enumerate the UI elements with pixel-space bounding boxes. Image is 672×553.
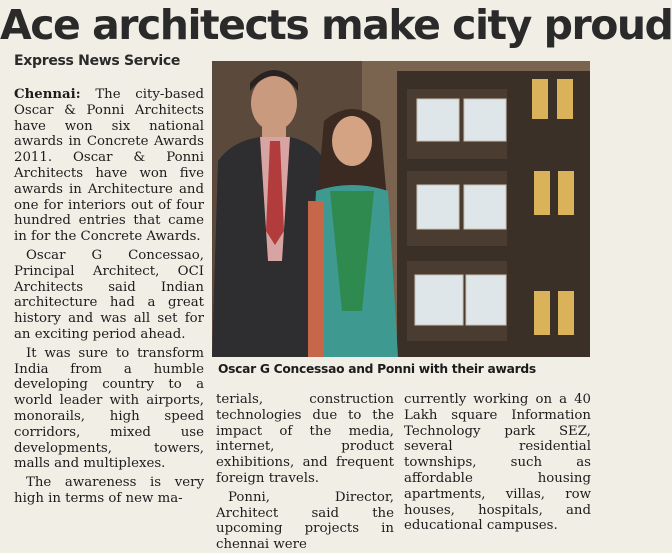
byline: Express News Service — [14, 53, 181, 69]
paragraph-7: currently working on a 40 Lakh square Information Technology park SEZ, several residential townships, such as affordable housing apartments, villas, row houses, hospitals, and educational campuses. — [404, 392, 591, 534]
paragraph-5: terials, construction technologies due to the impact of the media, internet, product exhibitions, and frequent foreign travels. — [216, 392, 394, 486]
paragraph-1-text: The city-based Oscar & Ponni Architects have won six national awards in Concrete Awards 2011. Oscar & Ponni Architects have won five awards in Architecture and one for interiors out of four hundred entries that came in for the Concrete Awards. — [14, 87, 204, 245]
paragraph-3: It was sure to transform India from a humble developing country to a world leader with airports, monorails, high speed corridors, mixed use developments, towers, malls and multiplexes. — [14, 345, 204, 472]
photo-caption: Oscar G Concessao and Ponni with their awards — [218, 362, 536, 376]
paragraph-6: Ponni, Director, Architect said the upcoming projects in chennai were — [216, 489, 394, 553]
headline: Ace architects make city proud — [0, 1, 672, 49]
photo-illustration — [212, 61, 590, 357]
paragraph-4: The awareness is very high in terms of new ma- — [14, 475, 204, 506]
article-column-2 — [216, 392, 394, 553]
article-column-1 — [14, 87, 204, 507]
paragraph-2: Oscar G Concessao, Principal Architect, OCI Architects said Indian architecture had a great history and was all set for an exciting period ahead. — [14, 247, 204, 342]
paragraph-1 — [14, 87, 204, 245]
dateline: Chennai: — [14, 87, 81, 102]
photo-architects-with-awards — [212, 61, 590, 357]
article-column-3 — [404, 392, 591, 534]
